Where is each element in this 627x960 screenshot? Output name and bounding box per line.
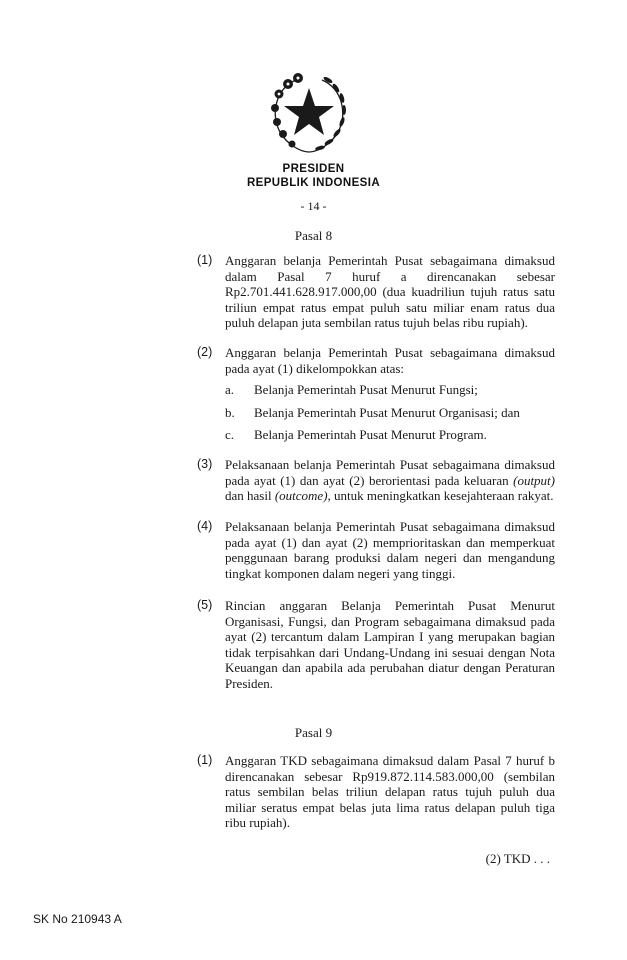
list-letter: c. xyxy=(225,427,235,443)
pasal-9-title: Pasal 9 xyxy=(294,725,333,740)
clause-text-part: untuk meningkatkan kesejahteraan rakyat. xyxy=(330,488,554,504)
document-code: SK No 210943 A xyxy=(33,912,122,926)
pasal-8-clause-1 xyxy=(197,253,555,331)
clause-number: (5) xyxy=(197,598,213,612)
list-letter: b. xyxy=(225,404,235,420)
clause-text: Anggaran belanja Pemerintah Pusat sebagaimana dimaksud pada ayat (1) dikelompokkan atas: xyxy=(225,345,555,376)
pasal-8-clause-4 xyxy=(197,519,555,581)
list-item xyxy=(225,382,555,398)
clause-number: (3) xyxy=(197,457,213,471)
list-item xyxy=(225,405,555,421)
pasal-8-title: Pasal 8 xyxy=(294,228,333,243)
clause-number: (1) xyxy=(197,253,213,267)
clause-text: Rincian anggaran Belanja Pemerintah Pusat Menurut Organisasi, Fungsi, dan Program sebagaimana dimaksud pada ayat (2) tercantum dalam Lampiran I yang merupakan bagian tidak terpisahkan dari Undang-Undang ini sesuai dengan Nota Keuangan dan apabila ada perubahan diatur dengan Peraturan Presiden. xyxy=(225,598,555,691)
pasal-9-clause-1 xyxy=(197,753,555,831)
clause-number: (2) xyxy=(197,345,213,359)
pasal-8-clause-5 xyxy=(197,598,555,692)
clause-number: (4) xyxy=(197,519,213,533)
clause-text-part: Pelaksanaan belanja Pemerintah Pusat sebagaimana dimaksud pada ayat (1) dan ayat (2) berorientasi pada keluaran xyxy=(225,457,555,488)
clause-text: Anggaran TKD sebagaimana dimaksud dalam Pasal 7 huruf b direncanakan sebesar Rp919.872.114.583.000,00 (sembilan ratus sembilan belas triliun delapan ratus tujuh puluh dua miliar seratus empat belas juta lima ratus delapan puluh tiga ribu rupiah). xyxy=(225,753,555,831)
page-number: - 14 - xyxy=(300,199,327,213)
header-republik-indonesia: REPUBLIK INDONESIA xyxy=(246,177,381,189)
list-item-text: Belanja Pemerintah Pusat Menurut Organisasi; dan xyxy=(254,404,520,420)
pasal-8-clause-3 xyxy=(197,457,555,504)
clause-italic-term: (output) xyxy=(513,472,555,488)
garuda-wreath-star-emblem-icon xyxy=(266,66,352,156)
clause-text xyxy=(225,457,555,504)
clause-text-part: dan hasil xyxy=(225,488,275,504)
list-item-text: Belanja Pemerintah Pusat Menurut Program. xyxy=(254,427,487,443)
list-item xyxy=(225,427,555,443)
continuation-marker: (2) TKD . . . xyxy=(485,851,550,866)
clause-italic-term: (outcome), xyxy=(274,488,331,504)
clause-number: (1) xyxy=(197,753,213,767)
pasal-8-clause-2 xyxy=(197,345,555,443)
clause-text: Pelaksanaan belanja Pemerintah Pusat sebagaimana dimaksud pada ayat (1) dan ayat (2) memprioritaskan dan memperkuat penggunaan barang produksi dalam negeri dan mengandung tingkat komponen dalam negeri yang tinggi. xyxy=(225,519,555,581)
list-letter: a. xyxy=(225,382,235,398)
clause-text: Anggaran belanja Pemerintah Pusat sebagaimana dimaksud dalam Pasal 7 huruf a direncanakan sebesar Rp2.701.441.628.917.000,00 (dua kuadriliun tujuh ratus satu triliun empat ratus empat puluh satu miliar enam ratus dua puluh delapan juta sembilan ratus tujuh belas ribu rupiah). xyxy=(225,253,555,331)
header-presiden: PRESIDEN xyxy=(282,163,345,175)
list-item-text: Belanja Pemerintah Pusat Menurut Fungsi; xyxy=(254,382,478,398)
